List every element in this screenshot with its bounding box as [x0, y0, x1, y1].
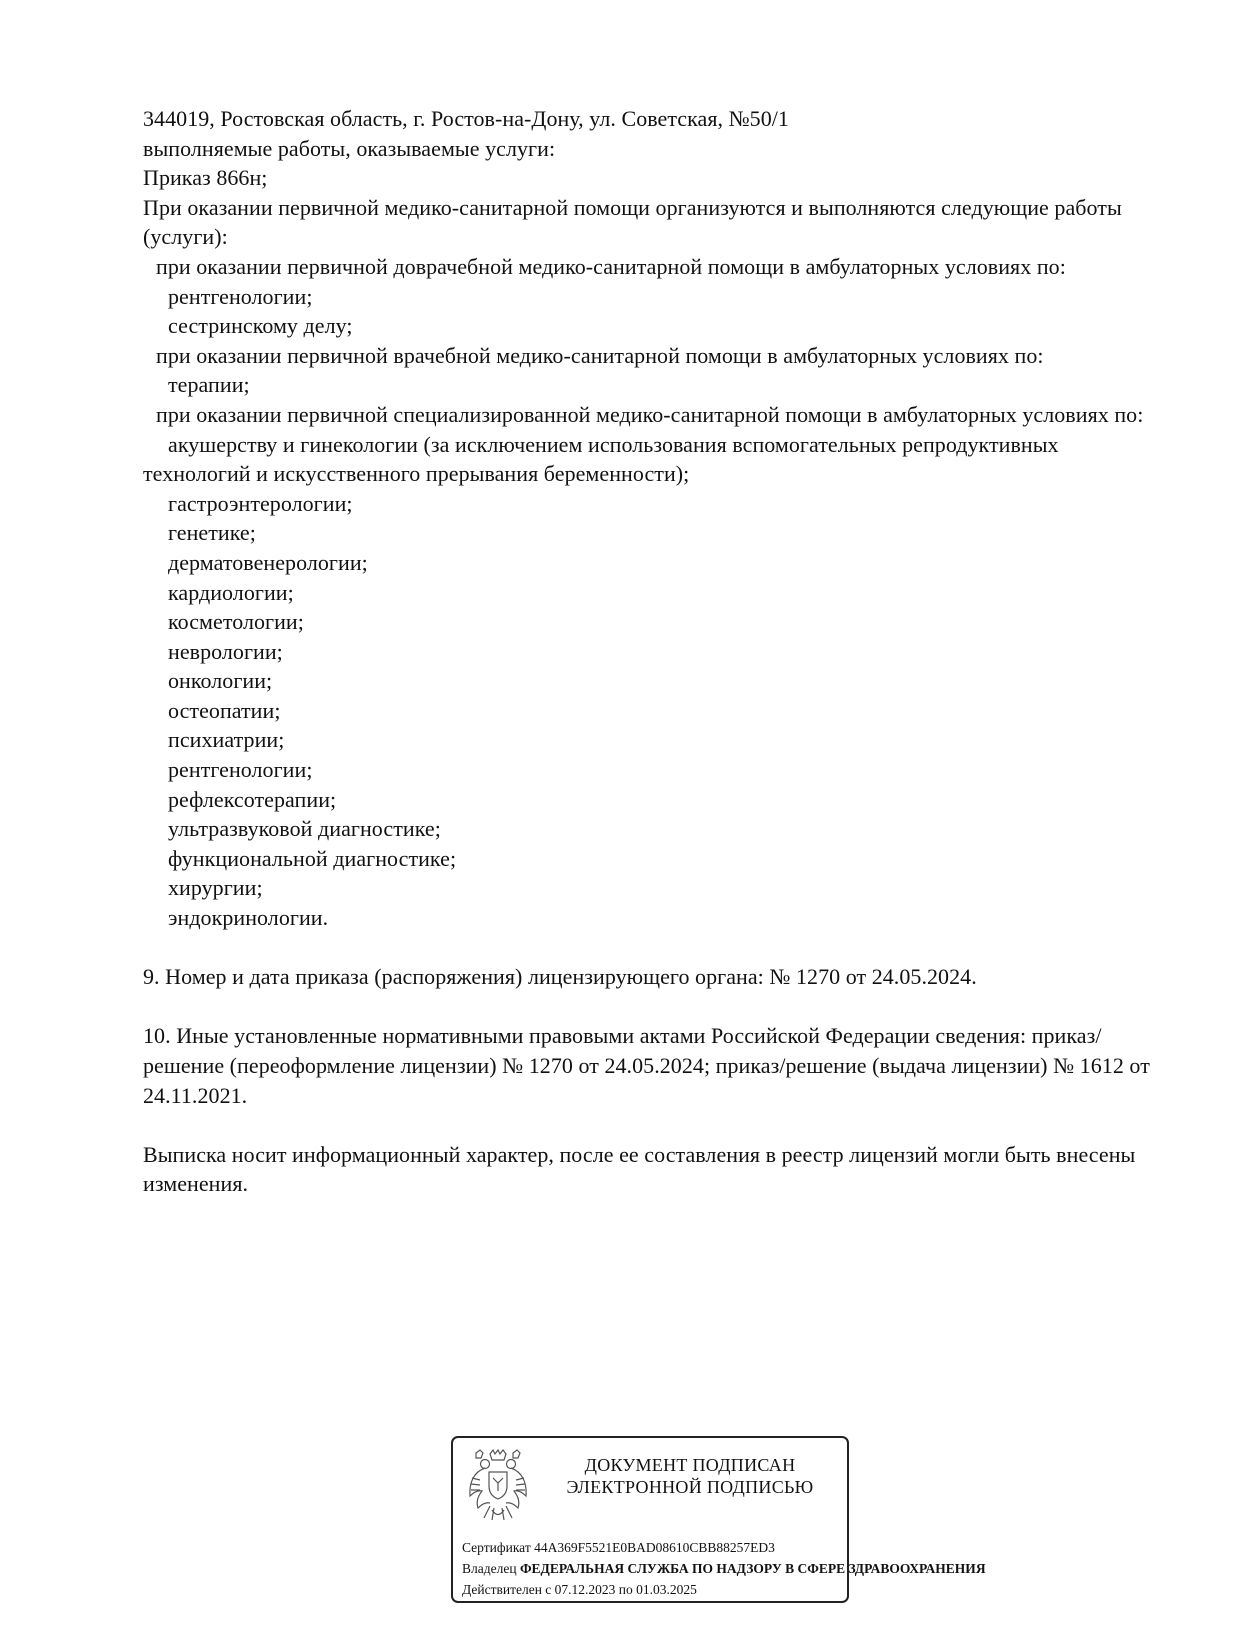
group-heading-specialized: при оказании первичной специализированной медико-санитарной помощи в амбулаторных условиях по:	[156, 401, 1144, 427]
service-item: терапии;	[168, 372, 250, 398]
disclaimer: Выписка носит информационный характер, после ее составления в реестр лицензий могли быть внесены изменения.	[143, 1141, 1141, 1197]
owner-name: ФЕДЕРАЛЬНАЯ СЛУЖБА ПО НАДЗОРУ В СФЕРЕ ЗДРАВООХРАНЕНИЯ	[519, 1561, 986, 1576]
spacer	[143, 1110, 1153, 1140]
address-line: 344019, Ростовская область, г. Ростов-на-Дону, ул. Советская, №50/1	[143, 106, 789, 131]
service-item: сестринскому делу;	[168, 313, 353, 339]
spacer	[143, 992, 1153, 1022]
intro-paragraph: При оказании первичной медико-санитарной помощи организуются и выполняются следующие работы (услуги):	[143, 194, 1128, 250]
group-heading-prehospital: при оказании первичной доврачебной медико-санитарной помощи в амбулаторных условиях по:	[156, 253, 1066, 279]
service-item: ультразвуковой диагностике;	[168, 816, 441, 842]
works-heading: выполняемые работы, оказываемые услуги:	[143, 135, 556, 161]
section-10: 10. Иные установленные нормативными правовыми актами Российской Федерации сведения: приказ/решение (переоформление лицензии) № 1270 от 24.05.2024; приказ/решение (выдача лицензии) № 1612 от 24.11.2021.	[143, 1023, 1156, 1108]
service-item: рефлексотерапии;	[168, 786, 337, 812]
validity-line: Действителен с 07.12.2023 по 01.03.2025	[462, 1582, 697, 1597]
service-item: неврологии;	[168, 638, 283, 664]
stamp-title-line-2: ЭЛЕКТРОННОЙ ПОДПИСЬЮ	[566, 1477, 814, 1497]
service-item: психиатрии;	[168, 727, 285, 753]
owner-label: Владелец	[462, 1561, 517, 1576]
stamp-title	[545, 1454, 835, 1498]
russian-coat-of-arms-icon	[466, 1448, 530, 1524]
service-item: рентгенологии;	[168, 283, 313, 309]
service-item: акушерству и гинекологии (за исключением использования вспомогательных репродуктивных технологий и искусственного прерывания беременности);	[143, 431, 1065, 487]
group-heading-physician: при оказании первичной врачебной медико-санитарной помощи в амбулаторных условиях по:	[156, 342, 1044, 368]
certificate-line: Сертификат 44A369F5521E0BAD08610CBB88257ED3	[462, 1540, 775, 1555]
service-item: рентгенологии;	[168, 757, 313, 783]
service-item: эндокринологии.	[168, 905, 329, 931]
service-item: остеопатии;	[168, 697, 281, 723]
document-body	[143, 104, 1156, 1199]
service-item: хирургии;	[168, 875, 263, 901]
service-item: дерматовенерологии;	[168, 549, 368, 575]
order-line: Приказ 866н;	[143, 165, 268, 191]
stamp-title-line-1: ДОКУМЕНТ ПОДПИСАН	[584, 1455, 796, 1475]
owner-line	[462, 1561, 986, 1577]
service-item: онкологии;	[168, 668, 273, 694]
spacer	[143, 933, 1153, 963]
section-9: 9. Номер и дата приказа (распоряжения) лицензирующего органа: № 1270 от 24.05.2024.	[143, 964, 977, 990]
service-item: кардиологии;	[168, 579, 294, 605]
signature-stamp	[451, 1436, 986, 1603]
service-item: генетике;	[168, 520, 256, 546]
service-item: косметологии;	[168, 609, 304, 635]
service-item: функциональной диагностике;	[168, 845, 457, 871]
service-item: гастроэнтерологии;	[168, 490, 353, 516]
